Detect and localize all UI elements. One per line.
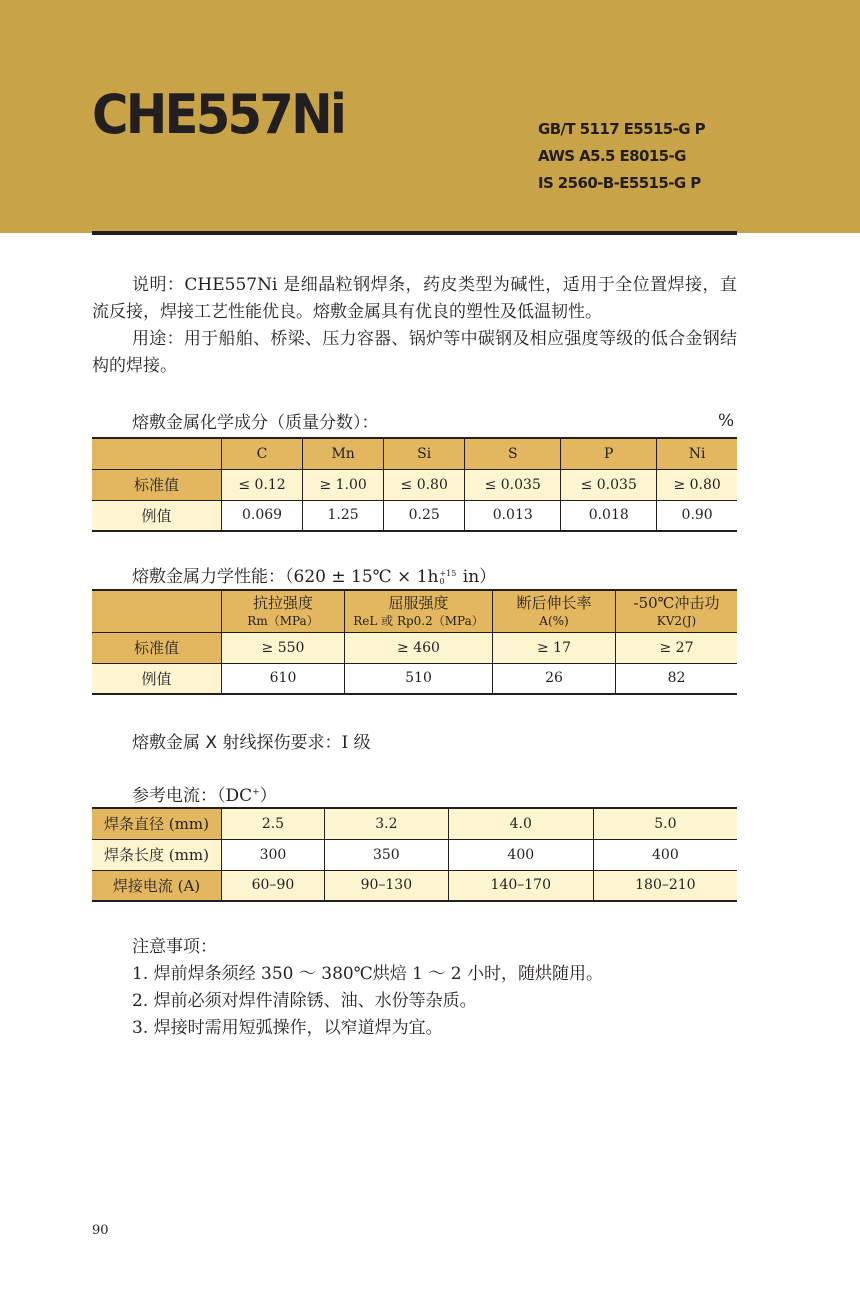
condition-sup: +15 (439, 568, 457, 578)
col-unit: A(%) (539, 613, 569, 628)
notes-title: 注意事项： (132, 937, 217, 957)
chemical-col-header: S (465, 438, 561, 469)
row-label: 焊条长度 (mm) (92, 839, 222, 870)
mechanical-col-header (493, 590, 616, 632)
chemical-col-header: Si (384, 438, 465, 469)
table-cell: 300 (222, 839, 325, 870)
note-item: 1. 焊前焊条须经 350 ～ 380℃烘焙 1 ～ 2 小时，随烘随用。 (132, 964, 603, 984)
current-heading-label: 参考电流： (132, 786, 217, 806)
condition-tolerance (439, 570, 456, 586)
description-text: CHE557Ni 是细晶粒钢焊条，药皮类型为碱性，适用于全位置焊接，直流反接，焊接工艺性能优良。熔敷金属具有优良的塑性及低温韧性。 (92, 275, 737, 322)
table-cell: ≤ 0.12 (222, 469, 303, 500)
description-paragraph (92, 272, 737, 326)
table-row (92, 632, 737, 663)
usage-text: 用于船舶、桥梁、压力容器、锅炉等中碳钢及相应强度等级的低合金钢结构的焊接。 (92, 329, 738, 376)
mechanical-heading-label: 熔敷金属力学性能： (132, 567, 285, 587)
table-row (92, 839, 737, 870)
table-row (92, 469, 737, 500)
product-title: CHE557Ni (92, 83, 345, 146)
standards-list (538, 116, 705, 197)
header-band (0, 0, 860, 233)
description-block (92, 272, 737, 380)
chemical-table (92, 437, 737, 532)
col-name: 断后伸长率 (516, 593, 592, 612)
chemical-unit: % (718, 411, 735, 431)
table-cell: 3.2 (324, 808, 448, 839)
table-cell: 0.90 (657, 500, 737, 531)
condition-end: in） (457, 567, 497, 587)
table-cell: 4.0 (448, 808, 593, 839)
usage-paragraph (92, 326, 737, 380)
table-cell: 0.069 (222, 500, 303, 531)
table-cell: 90–130 (324, 870, 448, 901)
table-row (92, 500, 737, 531)
current-note (217, 786, 277, 806)
table-cell: ≥ 27 (616, 632, 738, 663)
table-cell: ≤ 0.035 (465, 469, 561, 500)
condition-sub: 0 (439, 576, 445, 586)
current-note-sup: + (252, 787, 260, 798)
col-name: 屈服强度 (388, 593, 449, 612)
col-unit: KV2(J) (656, 613, 697, 628)
table-cell: ≤ 0.80 (384, 469, 465, 500)
chemical-col-header: Ni (657, 438, 737, 469)
row-label: 例值 (92, 663, 222, 694)
table-cell: ≥ 1.00 (303, 469, 384, 500)
table-cell: 400 (593, 839, 737, 870)
table-cell: 0.013 (465, 500, 561, 531)
note-item: 2. 焊前必须对焊件清除锈、油、水份等杂质。 (132, 991, 477, 1011)
table-cell: ≥ 0.80 (657, 469, 737, 500)
xray-label: 熔敷金属 X 射线探伤要求： (132, 733, 342, 753)
mechanical-table (92, 589, 737, 695)
mechanical-col-header (222, 590, 345, 632)
chemical-heading: 熔敷金属化学成分（质量分数）： (132, 413, 379, 433)
chemical-col-header: Mn (303, 438, 384, 469)
description-label: 说明： (132, 275, 185, 295)
xray-value: I 级 (341, 733, 371, 753)
table-row (92, 870, 737, 901)
table-cell: 610 (222, 663, 345, 694)
standard-gb: GB/T 5117 E5515-G P (538, 120, 705, 138)
chemical-header-row (92, 438, 737, 469)
col-name: 抗拉强度 (252, 593, 313, 612)
table-cell: 60–90 (222, 870, 325, 901)
current-heading (132, 781, 277, 806)
mechanical-col-header (616, 590, 738, 632)
chemical-col-header: C (222, 438, 303, 469)
row-label: 焊接电流 (A) (92, 870, 222, 901)
notes-section (132, 934, 603, 1042)
condition-main: （620 ± 15℃ × 1h (285, 567, 439, 587)
col-unit: Rm（MPa） (247, 613, 319, 628)
table-cell: 350 (324, 839, 448, 870)
table-cell: 510 (345, 663, 493, 694)
header-divider (92, 231, 737, 235)
table-cell: 400 (448, 839, 593, 870)
table-cell: 2.5 (222, 808, 325, 839)
current-note-main: （DC (217, 786, 253, 806)
xray-requirement (132, 728, 371, 753)
table-cell: 180–210 (593, 870, 737, 901)
table-cell: ≥ 17 (493, 632, 616, 663)
mechanical-header-row (92, 590, 737, 632)
table-cell: ≤ 0.035 (561, 469, 657, 500)
note-item: 3. 焊接时需用短弧操作，以窄道焊为宜。 (132, 1018, 443, 1038)
mechanical-heading (132, 562, 496, 587)
col-name: -50℃冲击功 (633, 593, 720, 612)
standard-is: IS 2560-B-E5515-G P (538, 174, 701, 192)
table-cell: 0.018 (561, 500, 657, 531)
table-cell: 82 (616, 663, 738, 694)
chemical-col-header: P (561, 438, 657, 469)
mechanical-col-header (345, 590, 493, 632)
chemical-corner-cell (92, 438, 222, 469)
mechanical-corner-cell (92, 590, 222, 632)
table-cell: 5.0 (593, 808, 737, 839)
mechanical-condition (285, 567, 496, 587)
table-cell: 0.25 (384, 500, 465, 531)
table-cell: 1.25 (303, 500, 384, 531)
table-cell: 140–170 (448, 870, 593, 901)
current-table (92, 807, 737, 902)
table-cell: ≥ 460 (345, 632, 493, 663)
row-label: 标准值 (92, 632, 222, 663)
table-cell: 26 (493, 663, 616, 694)
col-unit: ReL 或 Rp0.2（MPa） (353, 613, 484, 628)
page-number: 90 (92, 1223, 109, 1238)
standard-aws: AWS A5.5 E8015-G (538, 147, 686, 165)
table-row (92, 808, 737, 839)
table-row (92, 663, 737, 694)
row-label: 例值 (92, 500, 222, 531)
table-cell: ≥ 550 (222, 632, 345, 663)
current-note-end: ） (259, 786, 277, 806)
row-label: 标准值 (92, 469, 222, 500)
usage-label: 用途： (132, 329, 184, 349)
row-label: 焊条直径 (mm) (92, 808, 222, 839)
